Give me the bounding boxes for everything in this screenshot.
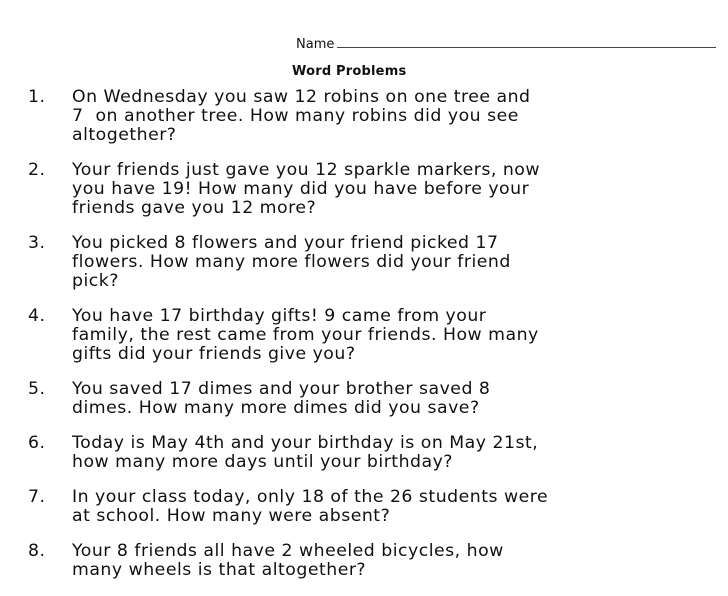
problem-item — [28, 161, 718, 218]
problem-item — [28, 380, 718, 418]
name-blank — [337, 46, 716, 48]
problem-number: 8. — [28, 541, 46, 561]
problem-line: family, the rest came from your friends. How many — [72, 325, 539, 345]
problem-item — [28, 488, 718, 526]
problem-line: You picked 8 flowers and your friend picked 17 — [72, 233, 499, 253]
problem-item — [28, 434, 718, 472]
problem-line: You saved 17 dimes and your brother saved 8 — [72, 379, 491, 399]
problem-number: 7. — [28, 487, 46, 507]
problem-line: flowers. How many more flowers did your friend — [72, 252, 511, 272]
problem-text — [72, 434, 718, 472]
problem-text — [72, 234, 718, 291]
problem-number: 5. — [28, 379, 46, 399]
problem-line: Today is May 4th and your birthday is on May 21st, — [72, 433, 539, 453]
worksheet-title: Word Problems — [292, 64, 407, 79]
problem-item — [28, 542, 718, 580]
problem-line: On Wednesday you saw 12 robins on one tree and — [72, 87, 531, 107]
problem-line: Your friends just gave you 12 sparkle markers, now — [72, 160, 540, 180]
problem-line: Your 8 friends all have 2 wheeled bicycles, how — [72, 541, 504, 561]
problem-text — [72, 307, 718, 364]
problem-line: You have 17 birthday gifts! 9 came from your — [72, 306, 487, 326]
problem-text — [72, 542, 718, 580]
problem-line: how many more days until your birthday? — [72, 452, 453, 472]
problem-line: pick? — [72, 271, 119, 291]
problem-text — [72, 380, 718, 418]
problem-line: many wheels is that altogether? — [72, 560, 367, 580]
problem-number: 2. — [28, 160, 46, 180]
problem-number: 3. — [28, 233, 46, 253]
problem-text — [72, 88, 718, 145]
problem-number: 1. — [28, 87, 46, 107]
problem-number: 6. — [28, 433, 46, 453]
name-line — [296, 37, 716, 52]
problem-line: altogether? — [72, 125, 177, 145]
problem-list — [28, 88, 718, 596]
problem-item — [28, 234, 718, 291]
problem-line: friends gave you 12 more? — [72, 198, 317, 218]
problem-line: 7 on another tree. How many robins did you see — [72, 106, 519, 126]
problem-number: 4. — [28, 306, 46, 326]
problem-line: dimes. How many more dimes did you save? — [72, 398, 480, 418]
problem-text — [72, 161, 718, 218]
problem-line: you have 19! How many did you have before your — [72, 179, 530, 199]
problem-item — [28, 88, 718, 145]
problem-item — [28, 307, 718, 364]
problem-text — [72, 488, 718, 526]
name-label: Name — [296, 37, 335, 52]
problem-line: In your class today, only 18 of the 26 students were — [72, 487, 549, 507]
problem-line: at school. How many were absent? — [72, 506, 391, 526]
problem-line: gifts did your friends give you? — [72, 344, 356, 364]
